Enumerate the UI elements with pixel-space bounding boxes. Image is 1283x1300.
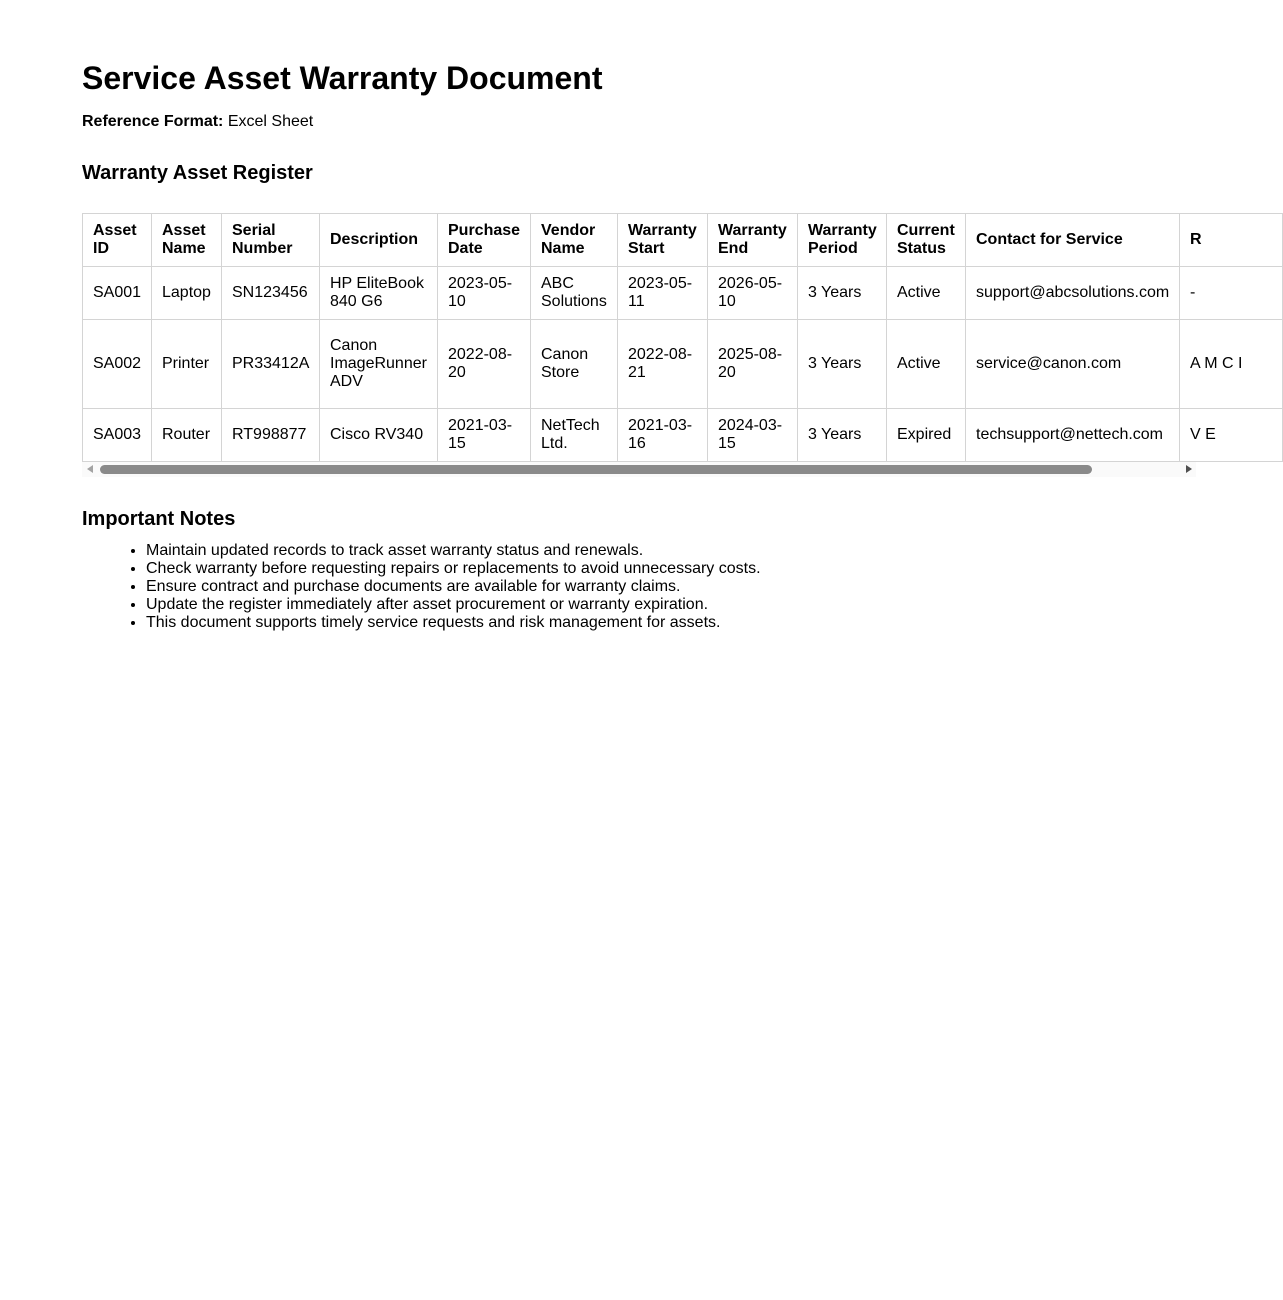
reference-format-line — [82, 112, 313, 132]
column-header: Purchase Date — [438, 214, 531, 267]
table-cell: Canon ImageRunner ADV — [320, 320, 438, 409]
table-cell: Expired — [887, 409, 966, 462]
table-cell: SA003 — [83, 409, 152, 462]
table-cell: 2023-05-11 — [618, 267, 708, 320]
column-header: Contact for Service — [966, 214, 1180, 267]
notes-list — [82, 542, 761, 632]
column-header: Asset ID — [83, 214, 152, 267]
table-row — [83, 409, 1283, 462]
horizontal-scrollbar[interactable] — [82, 462, 1196, 477]
table-cell: SA002 — [83, 320, 152, 409]
table-cell: ABC Solutions — [531, 267, 618, 320]
table-cell: 3 Years — [798, 267, 887, 320]
table-cell: support@abcsolutions.com — [966, 267, 1180, 320]
list-item: • Ensure contract and purchase documents are available for warranty claims. — [146, 578, 761, 596]
table-cell: 2022-08-21 — [618, 320, 708, 409]
table-cell: Active — [887, 267, 966, 320]
table-cell: Active — [887, 320, 966, 409]
table-cell: V E — [1180, 409, 1283, 462]
table-cell: SN123456 — [222, 267, 320, 320]
column-header: Warranty End — [708, 214, 798, 267]
list-item: • Update the register immediately after asset procurement or warranty expiration. — [146, 596, 761, 614]
table-cell: 2022-08-20 — [438, 320, 531, 409]
column-header: Warranty Start — [618, 214, 708, 267]
list-item: • Maintain updated records to track asset warranty status and renewals. — [146, 542, 761, 560]
notes-heading: Important Notes — [82, 508, 236, 530]
table-cell: - — [1180, 267, 1283, 320]
table-cell: Cisco RV340 — [320, 409, 438, 462]
table-cell: A M C I — [1180, 320, 1283, 409]
table-cell: 2021-03-16 — [618, 409, 708, 462]
table-cell: 2025-08-20 — [708, 320, 798, 409]
table-cell: techsupport@nettech.com — [966, 409, 1180, 462]
table-row — [83, 267, 1283, 320]
page-title: Service Asset Warranty Document — [82, 60, 603, 96]
table-cell: 2024-03-15 — [708, 409, 798, 462]
column-header: Current Status — [887, 214, 966, 267]
table-cell: Printer — [152, 320, 222, 409]
table-cell: 2026-05-10 — [708, 267, 798, 320]
table-cell: HP EliteBook 840 G6 — [320, 267, 438, 320]
warranty-register-table — [82, 213, 1283, 462]
scrollbar-thumb[interactable] — [100, 465, 1092, 474]
table-cell: RT998877 — [222, 409, 320, 462]
table-cell: Router — [152, 409, 222, 462]
table-cell: service@canon.com — [966, 320, 1180, 409]
scroll-left-arrow-icon[interactable] — [87, 465, 93, 473]
table-cell: NetTech Ltd. — [531, 409, 618, 462]
table-cell: 3 Years — [798, 409, 887, 462]
column-header: Vendor Name — [531, 214, 618, 267]
register-table-container[interactable] — [82, 213, 1243, 479]
table-row — [83, 320, 1283, 409]
table-header-row — [83, 214, 1283, 267]
table-cell: 3 Years — [798, 320, 887, 409]
table-cell: 2023-05-10 — [438, 267, 531, 320]
column-header: Warranty Period — [798, 214, 887, 267]
list-item: • This document supports timely service requests and risk management for assets. — [146, 614, 761, 632]
table-cell: 2021-03-15 — [438, 409, 531, 462]
column-header: Description — [320, 214, 438, 267]
table-cell: Canon Store — [531, 320, 618, 409]
table-cell: SA001 — [83, 267, 152, 320]
table-cell: Laptop — [152, 267, 222, 320]
column-header: Serial Number — [222, 214, 320, 267]
register-heading: Warranty Asset Register — [82, 162, 313, 184]
reference-format-label: Reference Format: — [82, 113, 224, 130]
reference-format-value: Excel Sheet — [227, 113, 314, 130]
column-header: Asset Name — [152, 214, 222, 267]
table-cell: PR33412A — [222, 320, 320, 409]
column-header: R — [1180, 214, 1283, 267]
list-item: • Check warranty before requesting repairs or replacements to avoid unnecessary costs. — [146, 560, 761, 578]
scroll-right-arrow-icon[interactable] — [1186, 465, 1192, 473]
